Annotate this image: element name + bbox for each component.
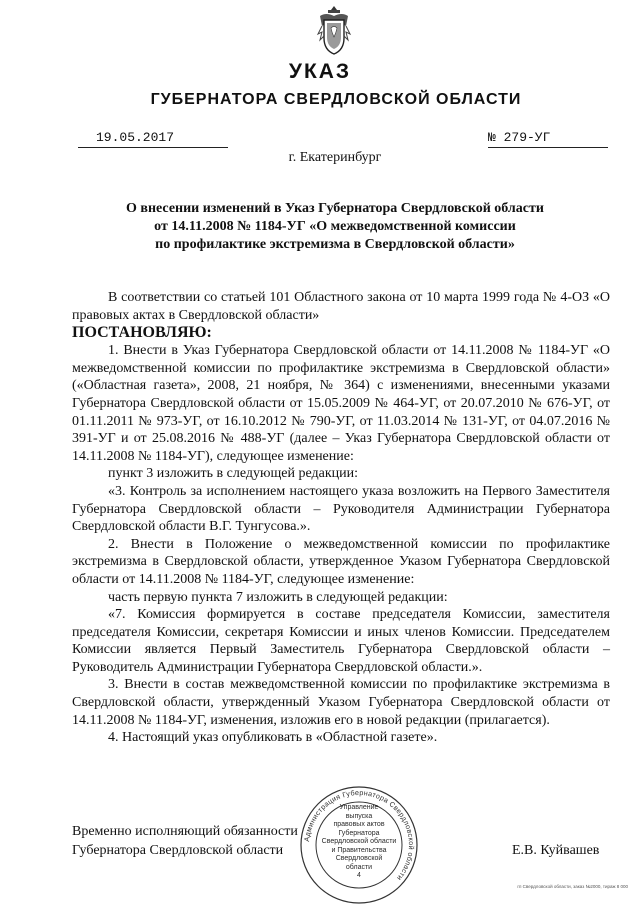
print-mark: гп Свердловской области, заказ №2000, тираж 8 000 xyxy=(517,884,628,889)
decree-subject xyxy=(60,200,610,254)
document-issuer: ГУБЕРНАТОРА СВЕРДЛОВСКОЙ ОБЛАСТИ xyxy=(150,91,522,108)
clause-4-paragraph: 4. Настоящий указ опубликовать в «Областной газете». xyxy=(108,730,438,746)
stamp-line: области xyxy=(345,863,373,871)
coat-of-arms-icon xyxy=(316,4,352,58)
signatory-title-line: Временно исполняющий обязанности xyxy=(72,824,298,839)
subject-line: от 14.11.2008 № 1184-УГ «О межведомственной комиссии xyxy=(154,219,516,234)
decree-date: 19.05.2017 xyxy=(78,129,228,148)
clause-1-intro: пункт 3 изложить в следующей редакции: xyxy=(108,466,358,482)
decree-keyword: ПОСТАНОВЛЯЮ: xyxy=(72,324,212,342)
clause-1-quote: «3. Контроль за исполнением настоящего указа возложить на Первого Заместителя Губернатора Свердловской области – Руководителя Администрации Губернатора Свердловской области В.Г. Тунгусова.». xyxy=(72,483,610,535)
stamp-line: правовых актов xyxy=(333,821,385,828)
clause-2-quote: «7. Комиссия формируется в составе председателя Комиссии, заместителя председателя Комиссии, секретаря Комиссии и иных членов Комиссии. Председателем Комиссии является Первый Заместитель Губернатора Свердловской области – Руководитель Администрации Губернатора Свердловской области.». xyxy=(72,607,610,675)
stamp-line: и Правительства xyxy=(331,846,387,854)
subject-line: по профилактике экстремизма в Свердловской области» xyxy=(155,237,515,252)
clause-3-paragraph: 3. Внести в состав межведомственной комиссии по профилактике экстремизма в Свердловской области, утвержденный Указом Губернатора Свердловской области от 14.11.2008 № 1184-УГ, изменения, изложив его в новой редакции (прилагается). xyxy=(72,677,610,728)
stamp-line: Свердловской области xyxy=(321,838,397,845)
subject-line: О внесении изменений в Указ Губернатора Свердловской области xyxy=(126,201,544,216)
stamp-inner-text xyxy=(321,804,397,881)
document-title: УКАЗ xyxy=(288,60,352,83)
clause-1-paragraph: 1. Внести в Указ Губернатора Свердловской области от 14.11.2008 № 1184-УГ «О межведомственной комиссии по профилактике экстремизма в Свердловской области» («Областная газета», 2008, 21 ноября, № 364) с изменениями, внесенными указами Губернатора Свердловской области от 15.05.2009 № 464-УГ, от 20.07.2010 № 676-УГ, от 01.11.2011 № 973-УГ, от 16.10.2012 № 790-УГ, от 11.03.2014 № 131-УГ, от 04.07.2016 № 391-УГ и от 25.08.2016 № 488-УГ (далее – Указ Губернатора Свердловской области от 14.11.2008 № 1184-УГ), следующее изменение: xyxy=(72,343,610,464)
stamp-line: Управление xyxy=(339,804,379,811)
clause-2-paragraph: 2. Внести в Положение о межведомственной комиссии по профилактике экстремизма в Свердловской области, утвержденное Указом Губернатора Свердловской области от 14.11.2008 № 1184-УГ, следующее изменение: xyxy=(72,536,610,587)
preamble-paragraph: В соответствии со статьей 101 Областного закона от 10 марта 1999 года № 4-ОЗ «О правовых актах в Свердловской области» xyxy=(72,290,610,323)
stamp-line: 4 xyxy=(357,872,361,879)
clause-2-intro: часть первую пункта 7 изложить в следующей редакции: xyxy=(108,589,448,605)
signatory-title xyxy=(72,822,298,860)
stamp-line: Свердловской xyxy=(335,855,383,862)
decree-body xyxy=(72,289,610,747)
signatory-name: Е.В. Куйвашев xyxy=(512,843,600,858)
stamp-line: Губернатора xyxy=(338,829,380,837)
decree-city: г. Екатеринбург xyxy=(288,150,382,165)
stamp-line: выпуска xyxy=(345,812,373,820)
decree-number: № 279-УГ xyxy=(488,129,608,148)
signatory-title-line: Губернатора Свердловской области xyxy=(72,843,284,858)
stamp-ring-text: Администрация Губернатора Свердловской области xyxy=(302,787,417,883)
